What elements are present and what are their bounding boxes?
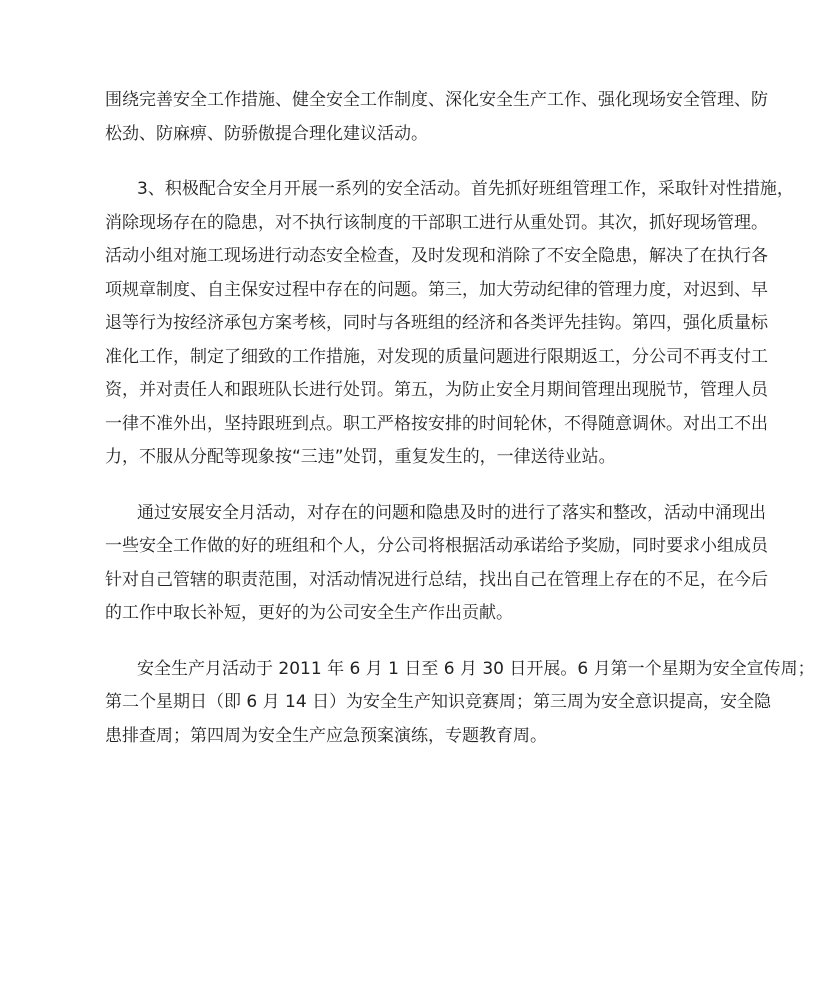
text-line: 项规章制度、自主保安过程中存在的问题。第三，加大劳动纪律的管理力度，对迟到、早: [105, 279, 768, 300]
document-page: [105, 84, 815, 753]
text-line: 患排查周；第四周为安全生产应急预案演练，专题教育周。: [105, 725, 547, 746]
text-line: 围绕完善安全工作措施、健全安全工作制度、深化安全生产工作、强化现场安全管理、防: [105, 90, 768, 110]
text-line: 一些安全工作做的好的班组和个人，分公司将根据活动承诺给予奖励，同时要求小组成员: [105, 536, 768, 556]
text-line: 针对自己管辖的职责范围，对活动情况进行总结，找出自己在管理上存在的不足，在今后: [105, 569, 768, 590]
paragraph-3: [105, 497, 768, 631]
text-line: 第二个星期日（即 6 月 14 日）为安全生产知识竞赛周；第三周为安全意识提高，安全隐: [105, 692, 772, 712]
text-line: 力，不服从分配等现象按“三违”处罚，重复发生的，一律送待业站。: [105, 447, 616, 467]
text-line: 活动小组对施工现场进行动态安全检查，及时发现和消除了不安全隐患，解决了在执行各: [105, 246, 768, 266]
text-line: 资，并对责任人和跟班队长进行处罚。第五，为防止安全月期间管理出现脱节，管理人员: [105, 380, 768, 400]
paragraph-2: [105, 173, 794, 475]
text-line: 的工作中取长补短，更好的为公司安全生产作出贡献。: [105, 603, 513, 623]
paragraph-1: [105, 84, 768, 151]
text-line: 退等行为按经济承包方案考核，同时与各班组的经济和各类评先挂钩。第四，强化质量标: [105, 313, 768, 333]
text-line: 消除现场存在的隐患，对不执行该制度的干部职工进行从重处罚。其次，抓好现场管理。: [105, 212, 768, 233]
text-line: 松劲、防麻痹、防骄傲提合理化建议活动。: [105, 123, 428, 144]
text-line: 一律不准外出，坚持跟班到点。职工严格按安排的时间轮休，不得随意调休。对出工不出: [105, 413, 768, 434]
text-line: 准化工作，制定了细致的工作措施，对发现的质量问题进行限期返工，分公司不再支付工: [105, 346, 768, 367]
text-line: 通过安展安全月活动，对存在的问题和隐患及时的进行了落实和整改，活动中涌现出: [137, 502, 766, 523]
text-line: 安全生产月活动于 2011 年 6 月 1 日至 6 月 30 日开展。6 月第一个星期为安全宣传周；: [137, 658, 815, 679]
paragraph-4: [105, 653, 815, 754]
text-line: 3、积极配合安全月开展一系列的安全活动。首先抓好班组管理工作，采取针对性措施，: [137, 179, 794, 199]
